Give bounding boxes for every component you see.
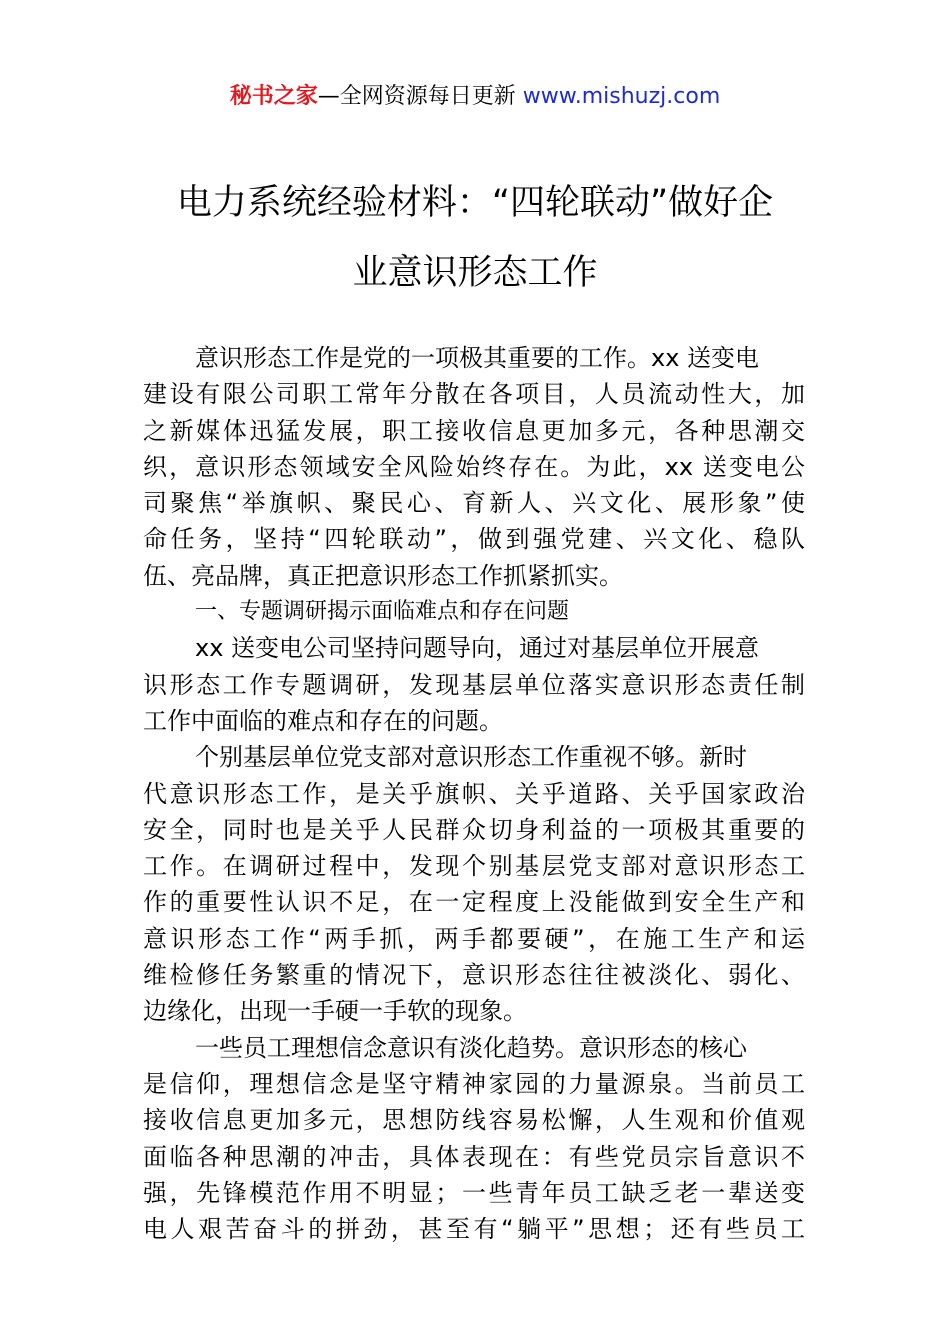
body-line: 边缘化，出现一手硬一手软的现象。 bbox=[143, 997, 527, 1026]
section-heading: 一、专题调研揭示面临难点和存在问题 bbox=[195, 599, 570, 625]
document-title-line-2: 业意识形态工作 bbox=[352, 253, 598, 293]
site-url: www.mishuzj.com bbox=[522, 84, 721, 109]
body-line: 面临各种思潮的冲击，具体表现在：有些党员宗旨意识不 bbox=[143, 1142, 805, 1171]
body-line: 安全，同时也是关乎人民群众切身利益的一项极其重要的 bbox=[143, 815, 805, 844]
body-line: 识形态工作专题调研，发现基层单位落实意识形态责任制 bbox=[143, 670, 805, 699]
body-line: 意识形态工作是党的一项极其重要的工作。xx 送变电 bbox=[195, 344, 760, 372]
body-line: 一些员工理想信念意识有淡化趋势。意识形态的核心 bbox=[195, 1033, 747, 1062]
body-line: 司聚焦“举旗帜、聚民心、育新人、兴文化、展形象”使 bbox=[143, 489, 805, 518]
body-line: 工作中面临的难点和存在的问题。 bbox=[143, 706, 503, 735]
header-tagline: —全网资源每日更新 bbox=[317, 84, 516, 109]
document-title-line-1: 电力系统经验材料：“四轮联动”做好企 bbox=[176, 183, 774, 223]
body-line: 伍、亮品牌，真正把意识形态工作抓紧抓实。 bbox=[143, 561, 623, 590]
body-line: 强，先锋模范作用不明显；一些青年员工缺乏老一辈送变 bbox=[143, 1178, 805, 1207]
body-line: 接收信息更加多元，思想防线容易松懈，人生观和价值观 bbox=[143, 1106, 805, 1135]
body-line: 作的重要性认识不足，在一定程度上没能做到安全生产和 bbox=[143, 888, 805, 917]
document-body bbox=[143, 340, 805, 1247]
body-line: 维检修任务繁重的情况下，意识形态往往被淡化、弱化、 bbox=[143, 961, 805, 990]
brand-name: 秘书之家 bbox=[229, 84, 318, 109]
body-line: 建设有限公司职工常年分散在各项目，人员流动性大，加 bbox=[143, 380, 805, 409]
body-line: 是信仰，理想信念是坚守精神家园的力量源泉。当前员工 bbox=[143, 1069, 805, 1098]
body-line: 意识形态工作“两手抓，两手都要硬”，在施工生产和运 bbox=[143, 924, 805, 953]
body-line: 电人艰苦奋斗的拼劲，甚至有“躺平”思想；还有些员工 bbox=[143, 1215, 805, 1244]
body-line: 织，意识形态领域安全风险始终存在。为此，xx 送变电公 bbox=[143, 452, 805, 481]
page-header bbox=[0, 80, 950, 114]
body-line: 个别基层单位党支部对意识形态工作重视不够。新时 bbox=[195, 743, 747, 772]
body-line: 工作。在调研过程中，发现个别基层党支部对意识形态工 bbox=[143, 852, 805, 881]
body-line: 之新媒体迅猛发展，职工接收信息更加多元，各种思潮交 bbox=[143, 416, 805, 445]
body-line: 命任务，坚持“四轮联动”，做到强党建、兴文化、稳队 bbox=[143, 525, 805, 554]
body-line: 代意识形态工作，是关乎旗帜、关乎道路、关乎国家政治 bbox=[143, 779, 805, 808]
body-line: xx 送变电公司坚持问题导向，通过对基层单位开展意 bbox=[195, 634, 760, 663]
